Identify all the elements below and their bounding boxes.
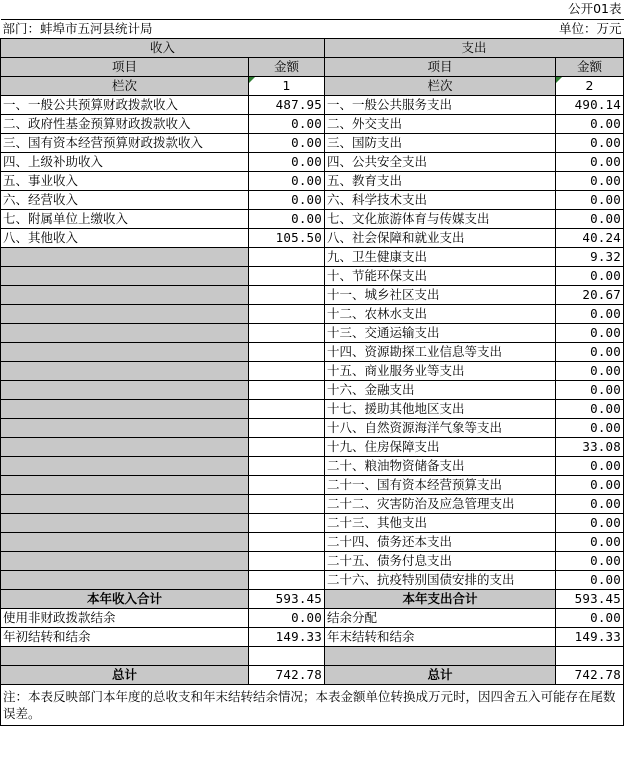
income-header: 收入 <box>1 38 325 57</box>
income-total-label: 本年收入合计 <box>1 589 249 608</box>
expense-item-label: 二十三、其他支出 <box>325 513 556 532</box>
expense-item-value: 0.00 <box>556 342 624 361</box>
expense-item-label: 十三、交通运输支出 <box>325 323 556 342</box>
expense-item-value: 0.00 <box>556 152 624 171</box>
expense-item-header: 项目 <box>325 57 556 76</box>
expense-item-value: 0.00 <box>556 532 624 551</box>
table-row <box>1 437 624 456</box>
expense-item-label: 十、节能环保支出 <box>325 266 556 285</box>
grand-total-row <box>1 665 624 684</box>
section-header-row <box>1 38 624 57</box>
income-col-index: 1 <box>249 76 325 95</box>
department-label: 部门：蚌埠市五河县统计局 <box>1 19 249 38</box>
table-row <box>1 418 624 437</box>
expense-header: 支出 <box>325 38 624 57</box>
table-row <box>1 494 624 513</box>
expense-item-value: 0.00 <box>556 361 624 380</box>
income-item-label: 四、上级补助收入 <box>1 152 249 171</box>
income-empty-cell <box>1 266 249 285</box>
income-empty-value <box>249 247 325 266</box>
expense-column-no: 栏次 <box>325 76 556 95</box>
table-row <box>1 209 624 228</box>
income-item-label: 一、一般公共预算财政拨款收入 <box>1 95 249 114</box>
form-number: 公开01表 <box>568 1 622 17</box>
expense-item-label: 一、一般公共服务支出 <box>325 95 556 114</box>
income-empty-cell <box>1 570 249 589</box>
income-item-label: 七、附属单位上缴收入 <box>1 209 249 228</box>
income-empty-value <box>249 494 325 513</box>
income-empty-value <box>249 266 325 285</box>
begin-carry-label: 年初结转和结余 <box>1 627 249 646</box>
income-empty-value <box>249 551 325 570</box>
table-row <box>1 475 624 494</box>
income-item-label: 二、政府性基金预算财政拨款收入 <box>1 114 249 133</box>
expense-item-value: 20.67 <box>556 285 624 304</box>
income-empty-cell <box>1 399 249 418</box>
income-item-value: 0.00 <box>249 171 325 190</box>
blank-row <box>1 646 624 665</box>
table-row <box>1 304 624 323</box>
table-row <box>1 171 624 190</box>
income-empty-value <box>249 285 325 304</box>
income-item-header: 项目 <box>1 57 249 76</box>
table-row <box>1 133 624 152</box>
table-row <box>1 456 624 475</box>
expense-item-label: 十一、城乡社区支出 <box>325 285 556 304</box>
table-row <box>1 114 624 133</box>
column-number-row <box>1 76 624 95</box>
income-empty-cell <box>1 342 249 361</box>
table-row <box>1 570 624 589</box>
income-empty-cell <box>1 361 249 380</box>
table-row <box>1 361 624 380</box>
income-item-label: 八、其他收入 <box>1 228 249 247</box>
table-row <box>1 380 624 399</box>
income-item-value: 0.00 <box>249 190 325 209</box>
expense-item-value: 33.08 <box>556 437 624 456</box>
expense-item-value: 0.00 <box>556 266 624 285</box>
income-empty-value <box>249 513 325 532</box>
expense-item-value: 0.00 <box>556 475 624 494</box>
begin-carry-value: 149.33 <box>249 627 325 646</box>
carryover-row <box>1 627 624 646</box>
income-empty-value <box>249 418 325 437</box>
expense-item-value: 0.00 <box>556 418 624 437</box>
end-carry-label: 年末结转和结余 <box>325 627 556 646</box>
income-empty-cell <box>1 304 249 323</box>
table-row <box>1 152 624 171</box>
income-empty-value <box>249 380 325 399</box>
blank-cell-right <box>325 646 556 665</box>
department-row <box>1 19 624 38</box>
footnote: 注：本表反映部门本年度的总收支和年末结转结余情况；本表金额单位转换成万元时，因四舍五入可能存在尾数误差。 <box>1 684 624 725</box>
income-empty-value <box>249 304 325 323</box>
income-item-label: 六、经营收入 <box>1 190 249 209</box>
expense-item-label: 二十、粮油物资储备支出 <box>325 456 556 475</box>
expense-item-label: 二十五、债务付息支出 <box>325 551 556 570</box>
table-row <box>1 342 624 361</box>
expense-item-value: 40.24 <box>556 228 624 247</box>
expense-item-value: 0.00 <box>556 323 624 342</box>
table-row <box>1 551 624 570</box>
expense-col-index: 2 <box>556 76 624 95</box>
expense-item-value: 0.00 <box>556 209 624 228</box>
table-row <box>1 190 624 209</box>
expense-item-label: 二、外交支出 <box>325 114 556 133</box>
income-empty-cell <box>1 475 249 494</box>
expense-item-value: 0.00 <box>556 551 624 570</box>
expense-item-label: 二十六、抗疫特别国债安排的支出 <box>325 570 556 589</box>
income-empty-cell <box>1 323 249 342</box>
expense-item-label: 七、文化旅游体育与传媒支出 <box>325 209 556 228</box>
grand-total-value-right: 742.78 <box>556 665 624 684</box>
table-row <box>1 513 624 532</box>
form-number-row <box>1 0 624 19</box>
table-row <box>1 266 624 285</box>
expense-item-label: 六、科学技术支出 <box>325 190 556 209</box>
table-row <box>1 285 624 304</box>
income-item-label: 五、事业收入 <box>1 171 249 190</box>
income-empty-cell <box>1 513 249 532</box>
table-row <box>1 532 624 551</box>
grand-total-value-left: 742.78 <box>249 665 325 684</box>
income-column-no: 栏次 <box>1 76 249 95</box>
income-empty-value <box>249 361 325 380</box>
annual-total-row <box>1 589 624 608</box>
expense-item-value: 0.00 <box>556 513 624 532</box>
income-empty-value <box>249 532 325 551</box>
end-carry-value: 149.33 <box>556 627 624 646</box>
expense-item-label: 十七、援助其他地区支出 <box>325 399 556 418</box>
income-item-value: 0.00 <box>249 114 325 133</box>
expense-item-value: 9.32 <box>556 247 624 266</box>
expense-item-label: 十九、住房保障支出 <box>325 437 556 456</box>
income-item-value: 487.95 <box>249 95 325 114</box>
expense-total-label: 本年支出合计 <box>325 589 556 608</box>
expense-item-label: 十八、自然资源海洋气象等支出 <box>325 418 556 437</box>
expense-item-label: 二十二、灾害防治及应急管理支出 <box>325 494 556 513</box>
expense-item-value: 0.00 <box>556 399 624 418</box>
income-empty-cell <box>1 456 249 475</box>
income-total-value: 593.45 <box>249 589 325 608</box>
income-empty-value <box>249 475 325 494</box>
expense-item-label: 八、社会保障和就业支出 <box>325 228 556 247</box>
expense-item-value: 0.00 <box>556 114 624 133</box>
blank-cell-left-value <box>249 646 325 665</box>
income-empty-cell <box>1 418 249 437</box>
table-row <box>1 323 624 342</box>
table-row <box>1 247 624 266</box>
distribution-value: 0.00 <box>556 608 624 627</box>
income-empty-value <box>249 399 325 418</box>
income-empty-cell <box>1 551 249 570</box>
income-empty-value <box>249 570 325 589</box>
expense-item-value: 490.14 <box>556 95 624 114</box>
expense-item-label: 十四、资源勘探工业信息等支出 <box>325 342 556 361</box>
income-item-value: 0.00 <box>249 209 325 228</box>
income-empty-cell <box>1 494 249 513</box>
expense-item-label: 四、公共安全支出 <box>325 152 556 171</box>
income-empty-value <box>249 342 325 361</box>
income-empty-cell <box>1 380 249 399</box>
blank-cell-left <box>1 646 249 665</box>
grand-total-label-right: 总计 <box>325 665 556 684</box>
income-amount-header: 金额 <box>249 57 325 76</box>
income-empty-cell <box>1 247 249 266</box>
column-header-row <box>1 57 624 76</box>
expense-item-value: 0.00 <box>556 456 624 475</box>
expense-item-value: 0.00 <box>556 570 624 589</box>
table-row <box>1 95 624 114</box>
grand-total-label-left: 总计 <box>1 665 249 684</box>
expense-item-value: 0.00 <box>556 304 624 323</box>
expense-total-value: 593.45 <box>556 589 624 608</box>
distribution-label: 结余分配 <box>325 608 556 627</box>
blank-cell-right-value <box>556 646 624 665</box>
expense-item-label: 十二、农林水支出 <box>325 304 556 323</box>
nonfiscal-label: 使用非财政拨款结余 <box>1 608 249 627</box>
unit-label: 单位：万元 <box>556 19 624 38</box>
expense-amount-header: 金额 <box>556 57 624 76</box>
expense-item-value: 0.00 <box>556 190 624 209</box>
income-item-label: 三、国有资本经营预算财政拨款收入 <box>1 133 249 152</box>
expense-item-label: 二十四、债务还本支出 <box>325 532 556 551</box>
expense-item-value: 0.00 <box>556 380 624 399</box>
income-empty-cell <box>1 285 249 304</box>
income-empty-value <box>249 323 325 342</box>
note-row <box>1 684 624 725</box>
income-empty-cell <box>1 437 249 456</box>
expense-item-label: 十六、金融支出 <box>325 380 556 399</box>
expense-item-value: 0.00 <box>556 494 624 513</box>
income-empty-cell <box>1 532 249 551</box>
expense-item-label: 五、教育支出 <box>325 171 556 190</box>
expense-item-label: 三、国防支出 <box>325 133 556 152</box>
expense-item-value: 0.00 <box>556 133 624 152</box>
nonfiscal-row <box>1 608 624 627</box>
expense-item-label: 九、卫生健康支出 <box>325 247 556 266</box>
table-row <box>1 399 624 418</box>
expense-item-label: 二十一、国有资本经营预算支出 <box>325 475 556 494</box>
income-item-value: 105.50 <box>249 228 325 247</box>
income-empty-value <box>249 456 325 475</box>
expense-item-value: 0.00 <box>556 171 624 190</box>
income-item-value: 0.00 <box>249 133 325 152</box>
nonfiscal-value: 0.00 <box>249 608 325 627</box>
expense-item-label: 十五、商业服务业等支出 <box>325 361 556 380</box>
income-empty-value <box>249 437 325 456</box>
table-row <box>1 228 624 247</box>
income-item-value: 0.00 <box>249 152 325 171</box>
